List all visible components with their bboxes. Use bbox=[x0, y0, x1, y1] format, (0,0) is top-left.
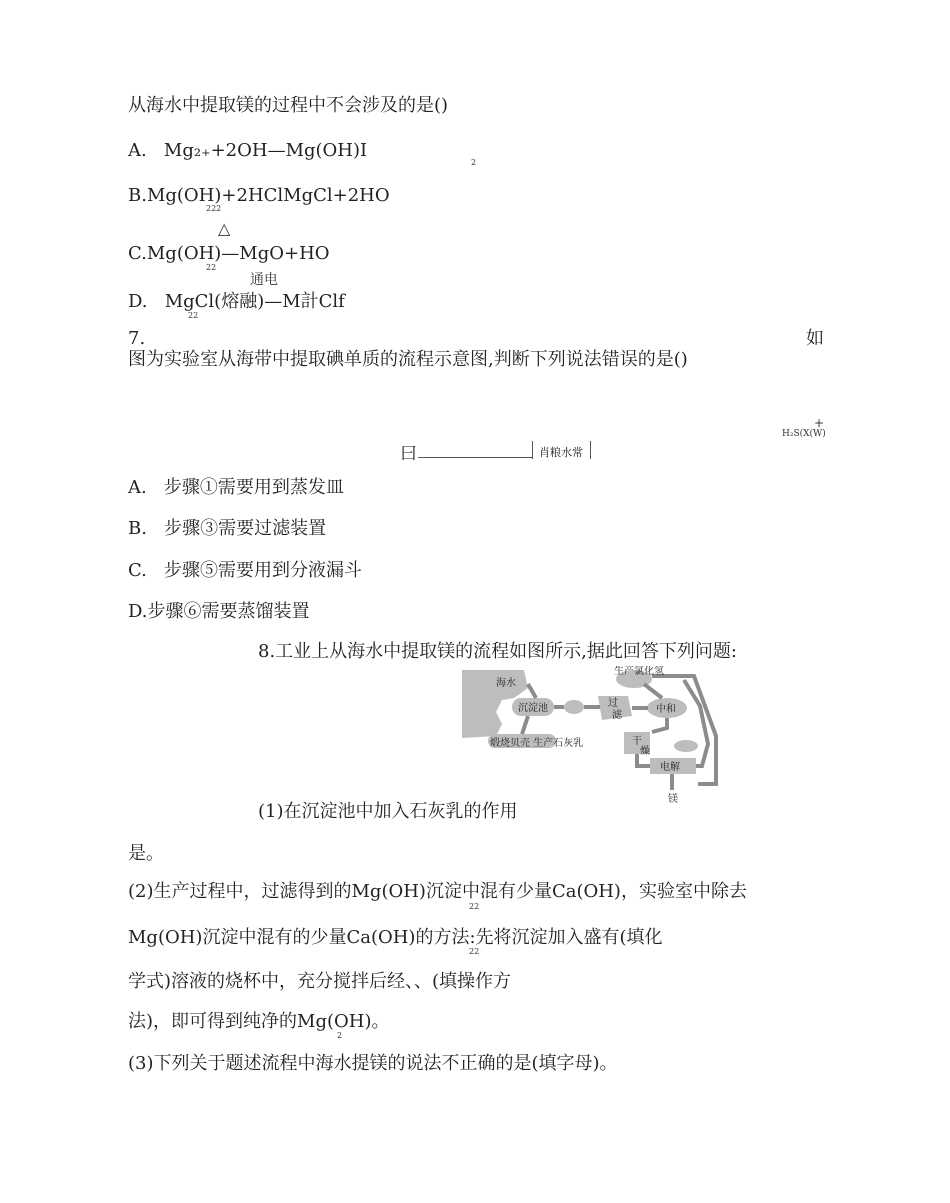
label-dry-1: 干 bbox=[632, 736, 642, 747]
q6-option-a-subscript: 2 bbox=[471, 158, 477, 167]
option-text: 步骤⑥需要蒸馏装置 bbox=[147, 601, 310, 622]
option-text: 步骤⑤需要用到分液漏斗 bbox=[164, 560, 363, 581]
q8-part2-b-subscript: 22 bbox=[469, 947, 480, 956]
q8-part2-b: Mg(OH)沉淀中混有的少量Ca(OH)的方法:先将沉淀加入盛有(填化 bbox=[128, 927, 663, 948]
option-label: A. bbox=[128, 140, 147, 161]
label-filter-2: 滤 bbox=[612, 710, 622, 721]
q7-number: 7. bbox=[128, 328, 146, 349]
q6-option-c bbox=[128, 242, 330, 266]
q7-figure-box-text: 肖粮水常 bbox=[539, 446, 583, 459]
option-label: A. bbox=[128, 477, 147, 498]
pipe-electro-chlorine bbox=[684, 680, 708, 766]
q7-figure-line bbox=[418, 457, 532, 458]
option-text: Mg(OH)+2HClMgCl+2HO bbox=[146, 185, 390, 206]
pipe-neutral-dry bbox=[652, 718, 667, 732]
option-label: D. bbox=[128, 291, 148, 312]
option-label: C. bbox=[128, 560, 147, 581]
q6-option-b-subscript: 222 bbox=[206, 204, 222, 213]
q6-option-d-subscript: 22 bbox=[188, 311, 199, 320]
option-text: Mg₂₊+2OH—Mg(OH)I bbox=[163, 140, 368, 161]
q7-figure-box-right-edge bbox=[590, 441, 591, 459]
q7-stem: 图为实验室从海带中提取碘单质的流程示意图,判断下列说法错误的是() bbox=[128, 349, 688, 370]
option-label: B. bbox=[128, 185, 147, 206]
q8-part2-a: (2)生产过程中，过滤得到的Mg(OH)沉淀中混有少量Ca(OH)，实验室中除去 bbox=[128, 881, 747, 902]
q7-figure-left-char: 曰 bbox=[400, 444, 417, 464]
label-shell: 煅烧贝壳 生产石灰乳 bbox=[490, 738, 584, 749]
settle-pipe-node bbox=[564, 700, 584, 714]
flow-diagram-svg bbox=[462, 666, 724, 806]
q8-part2-a-subscript: 22 bbox=[469, 902, 480, 911]
q7-option-b bbox=[128, 517, 326, 541]
q7-option-c bbox=[128, 559, 362, 583]
q8-stem: 8.工业上从海水中提取镁的流程如图所示,据此回答下列问题: bbox=[258, 641, 737, 662]
option-label: C. bbox=[128, 243, 147, 264]
label-chlorine: 生产氯化氢 bbox=[614, 666, 664, 677]
q8-part2-d: 法)，即可得到纯净的Mg(OH)。 bbox=[128, 1011, 390, 1032]
label-mg: 镁 bbox=[668, 794, 678, 805]
q6-option-b bbox=[128, 184, 390, 208]
option-text: MgCl(熔融)—M計Clf bbox=[164, 291, 345, 312]
q7-figure bbox=[400, 437, 594, 464]
q7-figure-plus: + bbox=[814, 416, 825, 430]
label-seawater: 海水 bbox=[496, 678, 516, 689]
label-dry-2: 燥 bbox=[640, 746, 650, 757]
q8-part1-a: (1)在沉淀池中加入石灰乳的作用 bbox=[258, 801, 518, 822]
option-text: 步骤①需要用到蒸发皿 bbox=[163, 477, 344, 498]
q7-option-a bbox=[128, 476, 344, 500]
q6-stem: 从海水中提取镁的过程中不会涉及的是() bbox=[128, 95, 449, 116]
q7-option-d bbox=[128, 600, 310, 624]
pipe-shell-settle bbox=[522, 716, 528, 734]
label-settle: 沉淀池 bbox=[518, 703, 548, 714]
option-label: B. bbox=[128, 518, 147, 539]
q7-figure-corner-text: H₂S(X(W) bbox=[782, 429, 826, 439]
option-text: 步骤③需要过滤装置 bbox=[164, 518, 327, 539]
dry-node bbox=[674, 740, 698, 752]
q8-part3: (3)下列关于题述流程中海水提镁的说法不正确的是(填字母)。 bbox=[128, 1053, 618, 1074]
q7-figure-box-left-edge bbox=[532, 441, 533, 459]
q8-part2-d-subscript: 2 bbox=[337, 1031, 343, 1040]
q6-option-d bbox=[128, 290, 345, 314]
q8-part1-b: 是。 bbox=[128, 843, 164, 864]
q6-option-c-heat-sign: △ bbox=[218, 219, 231, 238]
label-neutral: 中和 bbox=[656, 704, 676, 715]
q6-option-d-electrolysis-sign: 通电 bbox=[250, 272, 278, 288]
pipe-chlorine-neutral bbox=[644, 684, 662, 698]
q6-option-a bbox=[128, 139, 367, 163]
label-electro: 电解 bbox=[660, 762, 680, 773]
q8-flow-diagram bbox=[462, 666, 724, 806]
q8-part2-c: 学式)溶液的烧杯中，充分搅拌后经、、(填操作方 bbox=[128, 971, 512, 992]
label-filter-1: 过 bbox=[608, 698, 618, 709]
q7-right-char: 如 bbox=[806, 328, 824, 349]
q6-option-c-subscript: 22 bbox=[206, 263, 217, 272]
option-label: D. bbox=[128, 601, 148, 622]
option-text: Mg(OH)—MgO+HO bbox=[146, 243, 330, 264]
pipe-sea-settle bbox=[528, 684, 536, 698]
